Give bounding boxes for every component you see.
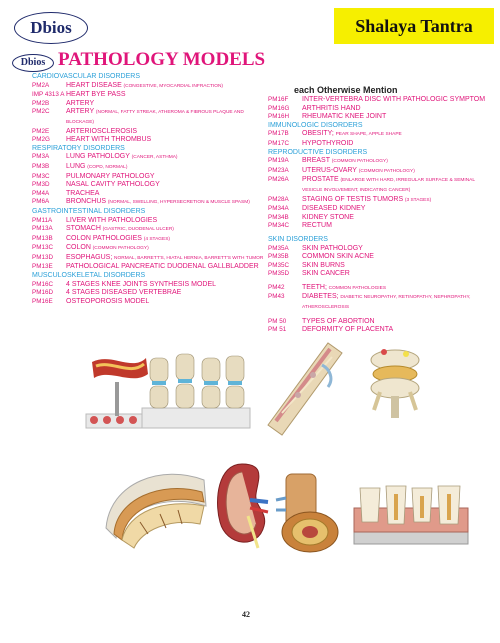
page-subtitle: each Otherwise Mention xyxy=(294,85,398,95)
item-code: PM16F xyxy=(268,96,289,103)
item-description xyxy=(302,214,488,223)
catalog-item xyxy=(32,217,264,226)
item-name: ARTERIOSCLEROSIS xyxy=(66,127,138,135)
item-description xyxy=(66,100,264,109)
catalog-item xyxy=(268,105,488,114)
item-name: HYPOTHYROID xyxy=(302,139,354,147)
item-name: PATHOLOGICAL PANCREATIC DUODENAL GALLBLADDER xyxy=(66,263,259,271)
item-note: (CANCER, ASTHMA) xyxy=(131,155,178,161)
item-description xyxy=(66,108,264,127)
item-description xyxy=(302,113,488,122)
catalog-item xyxy=(32,235,264,245)
item-description xyxy=(302,326,488,335)
left-column xyxy=(32,73,264,306)
item-name: DIABETES; xyxy=(302,293,339,301)
item-note: (NORMAL, SWELLING, HYPERSECRETION & MUSCLE SPASM) xyxy=(107,200,250,206)
intestine-model-photo xyxy=(268,470,344,556)
item-code: PM35B xyxy=(268,253,289,261)
item-code: IMP 4313 A xyxy=(32,91,65,99)
item-code: PM28A xyxy=(268,195,289,203)
catalog-item xyxy=(32,190,264,199)
item-description xyxy=(66,181,264,190)
item-note: (3 STAGES) xyxy=(404,197,432,203)
item-code: PM2B xyxy=(32,99,50,107)
item-code: PM 51 xyxy=(268,326,287,334)
catalog-item xyxy=(268,140,488,149)
item-code: PM16D xyxy=(32,289,53,297)
item-description xyxy=(302,176,488,195)
item-code: PM13D xyxy=(32,253,53,261)
catalog-item xyxy=(268,157,488,167)
item-description xyxy=(302,222,488,231)
item-code: PM3A xyxy=(32,153,50,161)
section-heading: CARDIOVASCULAR DISORDERS xyxy=(32,73,141,80)
item-name: SKIN BURNS xyxy=(302,261,345,269)
item-name: DISEASED KIDNEY xyxy=(302,205,366,213)
section-heading: RESPIRATORY DISORDERS xyxy=(32,144,125,152)
teeth-model-photo xyxy=(352,478,470,548)
item-description xyxy=(66,153,264,163)
item-description xyxy=(66,91,264,100)
item-description xyxy=(302,140,488,149)
item-description xyxy=(66,82,264,92)
section-heading: IMMUNOLOGIC DISORDERS xyxy=(268,121,363,129)
item-code: PM4A xyxy=(32,189,50,197)
item-code: PM19A xyxy=(268,157,289,165)
catalog-item xyxy=(32,100,264,109)
item-note: (COMMON PATHOLOGY) xyxy=(92,246,149,252)
item-description xyxy=(66,173,264,182)
catalog-item xyxy=(32,82,264,92)
item-code: PM11A xyxy=(32,216,53,224)
catalog-item xyxy=(32,254,264,264)
item-name: KIDNEY STONE xyxy=(302,213,354,221)
item-code: PM17B xyxy=(268,130,289,138)
item-description xyxy=(66,298,264,307)
item-code: PM42 xyxy=(268,283,285,291)
catalog-item xyxy=(268,214,488,223)
item-code: PM2G xyxy=(32,136,50,144)
item-code: PM13E xyxy=(32,263,53,271)
catalog-item xyxy=(32,163,264,173)
catalog-item xyxy=(268,113,488,122)
item-note: (ENLARGE WITH HARD, IRREGULAR SURFACE & SEMINAL VESICLE INVOLVEMENT, INDICATING CANCER) xyxy=(302,178,475,193)
skin-pathology-model-photo xyxy=(100,462,212,550)
item-description xyxy=(66,254,264,264)
item-description xyxy=(302,205,488,214)
catalog-item xyxy=(32,108,264,127)
item-name: BREAST xyxy=(302,157,331,165)
item-code: PM16E xyxy=(32,297,53,305)
section-banner: Shalaya Tantra xyxy=(334,8,494,44)
item-name: TRACHEA xyxy=(66,189,100,197)
item-name: BRONCHUS xyxy=(66,198,107,206)
item-description xyxy=(302,262,488,271)
item-description xyxy=(302,293,488,312)
item-description xyxy=(302,167,488,177)
section-heading: SKIN DISORDERS xyxy=(268,235,328,243)
vertebrae-disc-model-photo xyxy=(360,340,430,422)
item-description xyxy=(66,163,264,173)
catalog-item xyxy=(268,284,488,294)
item-name: COLON PATHOLOGIES xyxy=(66,234,142,242)
item-name: ARTERY xyxy=(66,108,95,116)
item-description xyxy=(66,217,264,226)
item-code: PM 50 xyxy=(268,317,287,325)
item-description xyxy=(66,235,264,245)
item-code: PM34B xyxy=(268,213,289,221)
catalog-item xyxy=(268,253,488,262)
item-description xyxy=(66,289,264,298)
item-note: (4 STAGES) xyxy=(143,236,171,242)
item-name: TEETH; xyxy=(302,283,327,291)
catalog-item xyxy=(32,244,264,254)
catalog-item xyxy=(32,281,264,290)
item-name: UTERUS-OVARY xyxy=(302,166,357,174)
item-name: SKIN PATHOLOGY xyxy=(302,244,363,252)
item-description xyxy=(66,281,264,290)
item-name: TYPES OF ABORTION xyxy=(302,317,375,325)
item-description xyxy=(302,318,488,327)
item-name: STOMACH xyxy=(66,225,101,233)
item-description xyxy=(66,225,264,235)
item-code: PM35C xyxy=(268,261,289,269)
item-name: NASAL CAVITY PATHOLOGY xyxy=(66,181,160,189)
item-description xyxy=(302,270,488,279)
item-code: PM2C xyxy=(32,108,50,116)
item-description xyxy=(66,128,264,137)
dbios-logo-small: Dbios xyxy=(12,54,54,72)
item-code: PM2E xyxy=(32,127,50,135)
item-name: SKIN CANCER xyxy=(302,270,350,278)
catalog-item xyxy=(268,130,488,140)
item-code: PM13A xyxy=(32,225,53,233)
catalog-item xyxy=(268,326,488,335)
catalog-item xyxy=(268,96,488,105)
section-heading: REPRODUCTIVE DISORDERS xyxy=(268,148,368,156)
item-name: HEART DISEASE xyxy=(66,81,122,89)
item-name: HEART BYE PASS xyxy=(66,91,126,99)
item-note: COMMON PATHOLOGIES xyxy=(328,285,387,291)
item-note: (CONGESTIVE, MYOCARDIAL INFRACTION) xyxy=(123,83,224,89)
item-name: 4 STAGES KNEE JOINTS SYNTHESIS MODEL xyxy=(66,280,217,288)
item-code: PM6A xyxy=(32,198,50,206)
page-title: PATHOLOGY MODELS xyxy=(58,49,266,70)
catalog-item xyxy=(32,289,264,298)
catalog-item xyxy=(268,196,488,206)
catalog-item xyxy=(32,181,264,190)
catalog-item xyxy=(268,262,488,271)
item-description xyxy=(66,244,264,254)
item-name: RHEUMATIC KNEE JOINT xyxy=(302,113,387,121)
catalog-item xyxy=(268,222,488,231)
item-note: (GASTRIC, DUODENAL ULCER) xyxy=(102,227,174,233)
knee-joint-model-photo xyxy=(140,350,252,432)
item-code: PM34C xyxy=(268,222,289,230)
section-heading: GASTROINTESTINAL DISORDERS xyxy=(32,207,146,215)
catalog-item xyxy=(268,245,488,254)
catalog-item xyxy=(32,225,264,235)
item-name: STAGING OF TESTIS TUMORS xyxy=(302,195,404,203)
item-description xyxy=(302,245,488,254)
catalog-item xyxy=(268,176,488,195)
catalog-item xyxy=(32,173,264,182)
item-code: PM16G xyxy=(268,104,290,112)
item-code: PM23A xyxy=(268,166,289,174)
item-description xyxy=(66,198,264,208)
item-code: PM2A xyxy=(32,81,50,89)
catalog-item xyxy=(268,167,488,177)
item-note: PEAR SHAPE, APPLE SHAPE xyxy=(335,132,402,138)
item-name: LUNG xyxy=(66,162,86,170)
item-code: PM35D xyxy=(268,270,289,278)
item-code: PM35A xyxy=(268,244,289,252)
item-description xyxy=(302,105,488,114)
item-description xyxy=(302,196,488,206)
right-column xyxy=(268,96,488,335)
item-description xyxy=(66,136,264,145)
catalog-item xyxy=(268,270,488,279)
dbios-logo: Dbios xyxy=(14,12,88,44)
item-code: PM43 xyxy=(268,293,285,301)
catalog-item xyxy=(268,205,488,214)
item-name: LIVER WITH PATHOLOGIES xyxy=(66,216,158,224)
item-note: (COPD, NORMAL) xyxy=(87,164,128,170)
item-code: PM26A xyxy=(268,176,289,184)
item-code: PM3C xyxy=(32,172,50,180)
item-name: ESOPHAGUS; xyxy=(66,253,113,261)
item-description xyxy=(66,263,264,272)
item-name: INTER-VERTEBRA DISC WITH PATHOLOGIC SYMPTOM xyxy=(302,96,486,103)
catalog-item xyxy=(32,263,264,272)
item-name: ARTERY xyxy=(66,99,95,107)
item-name: HEART WITH THROMBUS xyxy=(66,136,152,144)
item-code: PM17C xyxy=(268,139,289,147)
item-name: DEFORMITY OF PLACENTA xyxy=(302,326,394,334)
catalog-item xyxy=(32,298,264,307)
item-name: PULMONARY PATHOLOGY xyxy=(66,172,155,180)
item-name: LUNG PATHOLOGY xyxy=(66,153,130,161)
item-code: PM16C xyxy=(32,280,53,288)
item-description xyxy=(302,284,488,294)
item-description xyxy=(302,157,488,167)
osteoporosis-model-photo xyxy=(258,335,350,439)
item-name: OSTEOPOROSIS MODEL xyxy=(66,297,150,305)
item-name: 4 STAGES DISEASED VERTEBRAE xyxy=(66,289,182,297)
catalog-item xyxy=(32,136,264,145)
section-heading: MUSCULOSKELETAL DISORDERS xyxy=(32,272,146,280)
item-note: (COMMON PATHOLOGY) xyxy=(331,159,388,165)
item-code: PM16H xyxy=(268,113,289,121)
item-code: PM34A xyxy=(268,205,289,213)
item-note: (COMMON PATHOLOGY) xyxy=(358,168,415,174)
item-code: PM13B xyxy=(32,234,53,242)
item-note: (NORMAL, FATTY STREAK, ATHEROMA & FIBROUS PLAQUE AND BLOCKAGE) xyxy=(66,110,244,125)
page-number: 42 xyxy=(242,610,250,619)
item-code: PM13C xyxy=(32,244,53,252)
item-code: PM3D xyxy=(32,181,50,189)
item-description xyxy=(302,130,488,140)
catalog-item xyxy=(32,128,264,137)
item-description xyxy=(302,96,488,105)
item-description xyxy=(302,253,488,262)
catalog-item xyxy=(32,198,264,208)
item-code: PM3B xyxy=(32,162,50,170)
item-name: OBESITY; xyxy=(302,130,334,138)
item-name: COMMON SKIN ACNE xyxy=(302,253,374,261)
catalog-item xyxy=(268,293,488,312)
kidney-model-photo xyxy=(212,460,270,550)
catalog-item xyxy=(268,318,488,327)
item-name: ARTHRITIS HAND xyxy=(302,104,361,112)
catalog-item xyxy=(32,91,264,100)
item-name: PROSTATE xyxy=(302,176,339,184)
item-name: RECTUM xyxy=(302,222,332,230)
item-note: NORMAL, BARRETT'S, HIATAL HERNIA, BARRETT'S WITH TUMOR xyxy=(114,255,264,261)
item-name: COLON xyxy=(66,244,91,252)
item-description xyxy=(66,190,264,199)
catalog-item xyxy=(32,153,264,163)
item-note: DIABETIC NEUROPATHY, RETINOPATHY, NEPHROPATHY, ATHEROSCLEROSIS xyxy=(302,295,471,311)
